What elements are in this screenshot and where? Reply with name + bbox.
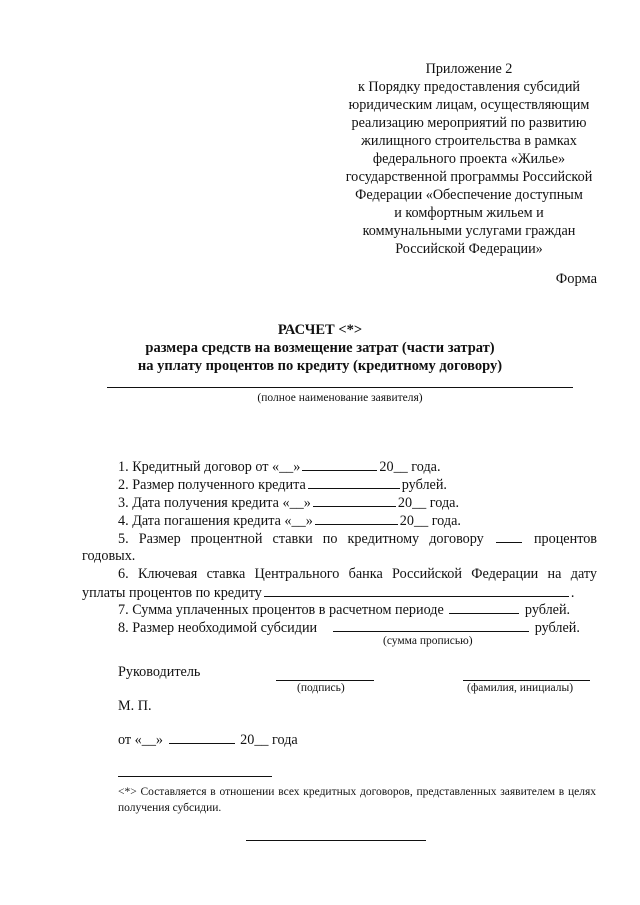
item-8-caption: (сумма прописью) xyxy=(383,635,473,647)
stamp-label: М. П. xyxy=(118,698,152,714)
applicant-caption: (полное наименование заявителя) xyxy=(257,392,423,404)
appendix-line: государственной программы Российской xyxy=(345,169,593,185)
item-6: 6. Ключевая ставка Центрального банка Российской Федерации на дату xyxy=(118,566,597,582)
signature-field[interactable] xyxy=(276,680,374,681)
footnote: <*> Составляется в отношении всех кредитных договоров, представленных заявителем в целях получения субсидии. xyxy=(118,786,596,814)
item-2-label: 2. Размер полученного кредита xyxy=(118,477,306,493)
title-line-2: размера средств на возмещение затрат (части затрат) xyxy=(145,340,495,356)
item-2 xyxy=(118,476,447,494)
title-line-3: на уплату процентов по кредиту (кредитному договору) xyxy=(137,358,503,374)
item-8 xyxy=(118,619,580,637)
item-6-label: уплаты процентов по кредиту xyxy=(82,585,262,601)
appendix-line: реализацию мероприятий по развитию xyxy=(351,115,587,131)
name-caption: (фамилия, инициалы) xyxy=(467,682,574,694)
item-2-blank[interactable] xyxy=(308,476,400,489)
appendix-line: юридическим лицам, осуществляющим xyxy=(348,97,590,113)
item-6-blank[interactable] xyxy=(264,584,569,597)
item-4-label: 4. Дата погашения кредита «__» xyxy=(118,513,313,529)
form-label: Форма xyxy=(555,271,597,287)
date-prefix: от «__» xyxy=(118,732,164,748)
item-1-blank[interactable] xyxy=(302,458,377,471)
item-8-suffix: рублей. xyxy=(534,620,580,636)
item-5 xyxy=(118,530,597,548)
item-5-continued: годовых. xyxy=(82,548,136,564)
item-7 xyxy=(118,601,570,619)
item-4-suffix: 20__ года. xyxy=(399,513,461,529)
appendix-block xyxy=(334,60,604,258)
item-7-blank[interactable] xyxy=(449,601,519,614)
appendix-line: Приложение 2 xyxy=(425,61,513,77)
title-line-1: РАСЧЕТ <*> xyxy=(277,322,363,338)
item-5-label: 5. Размер процентной ставки по кредитному договору xyxy=(118,531,484,547)
appendix-line: Федерации «Обеспечение доступным xyxy=(355,187,583,203)
head-label: Руководитель xyxy=(118,664,201,680)
item-4 xyxy=(118,512,461,530)
appendix-line: коммунальными услугами граждан xyxy=(362,223,576,239)
appendix-line: и комфортным жильем и xyxy=(394,205,544,221)
date-line xyxy=(118,731,298,749)
item-8-label: 8. Размер необходимой субсидии xyxy=(118,620,318,636)
item-8-blank[interactable] xyxy=(333,619,529,632)
item-1 xyxy=(118,458,441,476)
item-5-suffix: процентов xyxy=(533,531,598,547)
item-7-suffix: рублей. xyxy=(524,602,571,618)
item-1-label: 1. Кредитный договор от «__» xyxy=(118,459,301,475)
item-3-label: 3. Дата получения кредита «__» xyxy=(118,495,311,511)
appendix-line: федерального проекта «Жилье» xyxy=(372,151,566,167)
item-5-blank[interactable] xyxy=(496,530,522,543)
item-6-end: . xyxy=(570,585,575,601)
applicant-name-field[interactable] xyxy=(107,387,573,388)
item-1-suffix: 20__ года. xyxy=(379,459,441,475)
item-3-blank[interactable] xyxy=(313,494,396,507)
appendix-line: жилищного строительства в рамках xyxy=(361,133,577,149)
footnote-separator xyxy=(118,776,272,777)
end-rule xyxy=(246,840,426,841)
item-3 xyxy=(118,494,459,512)
name-field[interactable] xyxy=(463,680,590,681)
appendix-line: Российской Федерации» xyxy=(395,241,543,257)
item-3-suffix: 20__ года. xyxy=(397,495,460,511)
item-7-label: 7. Сумма уплаченных процентов в расчетном периоде xyxy=(118,602,444,618)
signature-caption: (подпись) xyxy=(297,682,345,694)
appendix-line: к Порядку предоставления субсидий xyxy=(357,79,581,95)
date-suffix: 20__ года xyxy=(240,732,298,748)
item-2-suffix: рублей. xyxy=(401,477,447,493)
date-blank[interactable] xyxy=(169,731,235,744)
item-6-continued xyxy=(82,584,574,602)
item-4-blank[interactable] xyxy=(315,512,398,525)
